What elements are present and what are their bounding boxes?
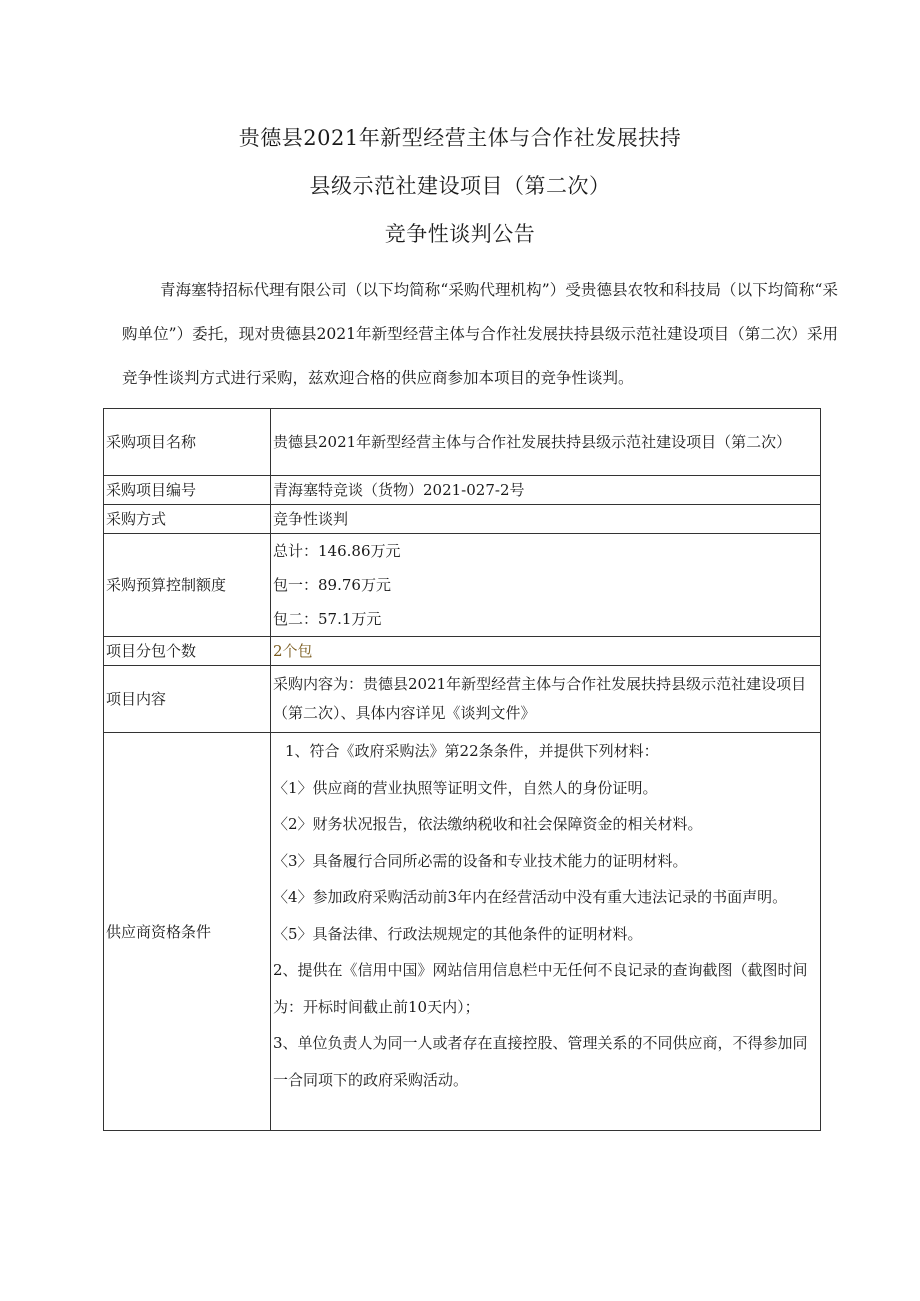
table-row xyxy=(104,409,821,476)
budget-value xyxy=(271,534,821,637)
budget-package-2: 包二：57.1万元 xyxy=(273,610,382,628)
table-row xyxy=(104,637,821,666)
packages-label: 项目分包个数 xyxy=(104,637,271,666)
project-number-value: 青海塞特竞谈（货物）2021-027-2号 xyxy=(271,476,821,505)
title-line-2: 县级示范社建设项目（第二次） xyxy=(309,174,611,198)
intro-paragraph: 青海塞特招标代理有限公司（以下均简称“采购代理机构”）受贵德县农牧和科技局（以下均简称“采购单位”）委托，现对贵德县2021年新型经营主体与合作社发展扶持县级示范社建设项目（第二次）采用竞争性谈判方式进行采购，兹欢迎合格的供应商参加本项目的竞争性谈判。 xyxy=(122,281,838,387)
table-row xyxy=(104,505,821,534)
project-number-label: 采购项目编号 xyxy=(104,476,271,505)
qualification-item: 〈3〉具备履行合同所必需的设备和专业技术能力的证明材料。 xyxy=(273,851,688,870)
budget-label: 采购预算控制额度 xyxy=(104,534,271,637)
table-row xyxy=(104,476,821,505)
content-value: 采购内容为：贵德县2021年新型经营主体与合作社发展扶持县级示范社建设项目（第二次）、具体内容详见《谈判文件》 xyxy=(271,666,821,733)
table-row xyxy=(104,733,821,1131)
content-label: 项目内容 xyxy=(104,666,271,733)
qualification-value xyxy=(271,733,821,1131)
procurement-info-table xyxy=(103,408,821,1131)
qualification-item: 1、符合《政府采购法》第22条条件，并提供下列材料： xyxy=(285,742,659,760)
project-name-value: 贵德县2021年新型经营主体与合作社发展扶持县级示范社建设项目（第二次） xyxy=(271,409,821,476)
method-value: 竞争性谈判 xyxy=(271,505,821,534)
qualification-item: 〈4〉参加政府采购活动前3年内在经营活动中没有重大违法记录的书面声明。 xyxy=(273,888,788,906)
budget-package-1: 包一：89.76万元 xyxy=(273,576,391,594)
qualification-item: 〈5〉具备法律、行政法规规定的其他条件的证明材料。 xyxy=(273,924,643,943)
packages-value: 2个包 xyxy=(271,637,821,666)
project-name-label: 采购项目名称 xyxy=(104,409,271,476)
table-row xyxy=(104,534,821,637)
table-row xyxy=(104,666,821,733)
budget-total: 总计：146.86万元 xyxy=(273,542,401,560)
qualification-item: 2、提供在《信用中国》网站信用信息栏中无任何不良记录的查询截图（截图时间为：开标时间截止前10天内）； xyxy=(273,961,808,1016)
qualification-label: 供应商资格条件 xyxy=(104,733,271,1131)
qualification-item: 〈2〉财务状况报告，依法缴纳税收和社会保障资金的相关材料。 xyxy=(273,815,703,833)
title-line-3: 竞争性谈判公告 xyxy=(384,222,536,246)
method-label: 采购方式 xyxy=(104,505,271,534)
title-line-1: 贵德县2021年新型经营主体与合作社发展扶持 xyxy=(238,126,682,150)
qualification-item: 〈1〉供应商的营业执照等证明文件，自然人的身份证明。 xyxy=(273,778,658,797)
qualification-item: 3、单位负责人为同一人或者存在直接控股、管理关系的不同供应商，不得参加同一合同项下的政府采购活动。 xyxy=(273,1034,808,1089)
